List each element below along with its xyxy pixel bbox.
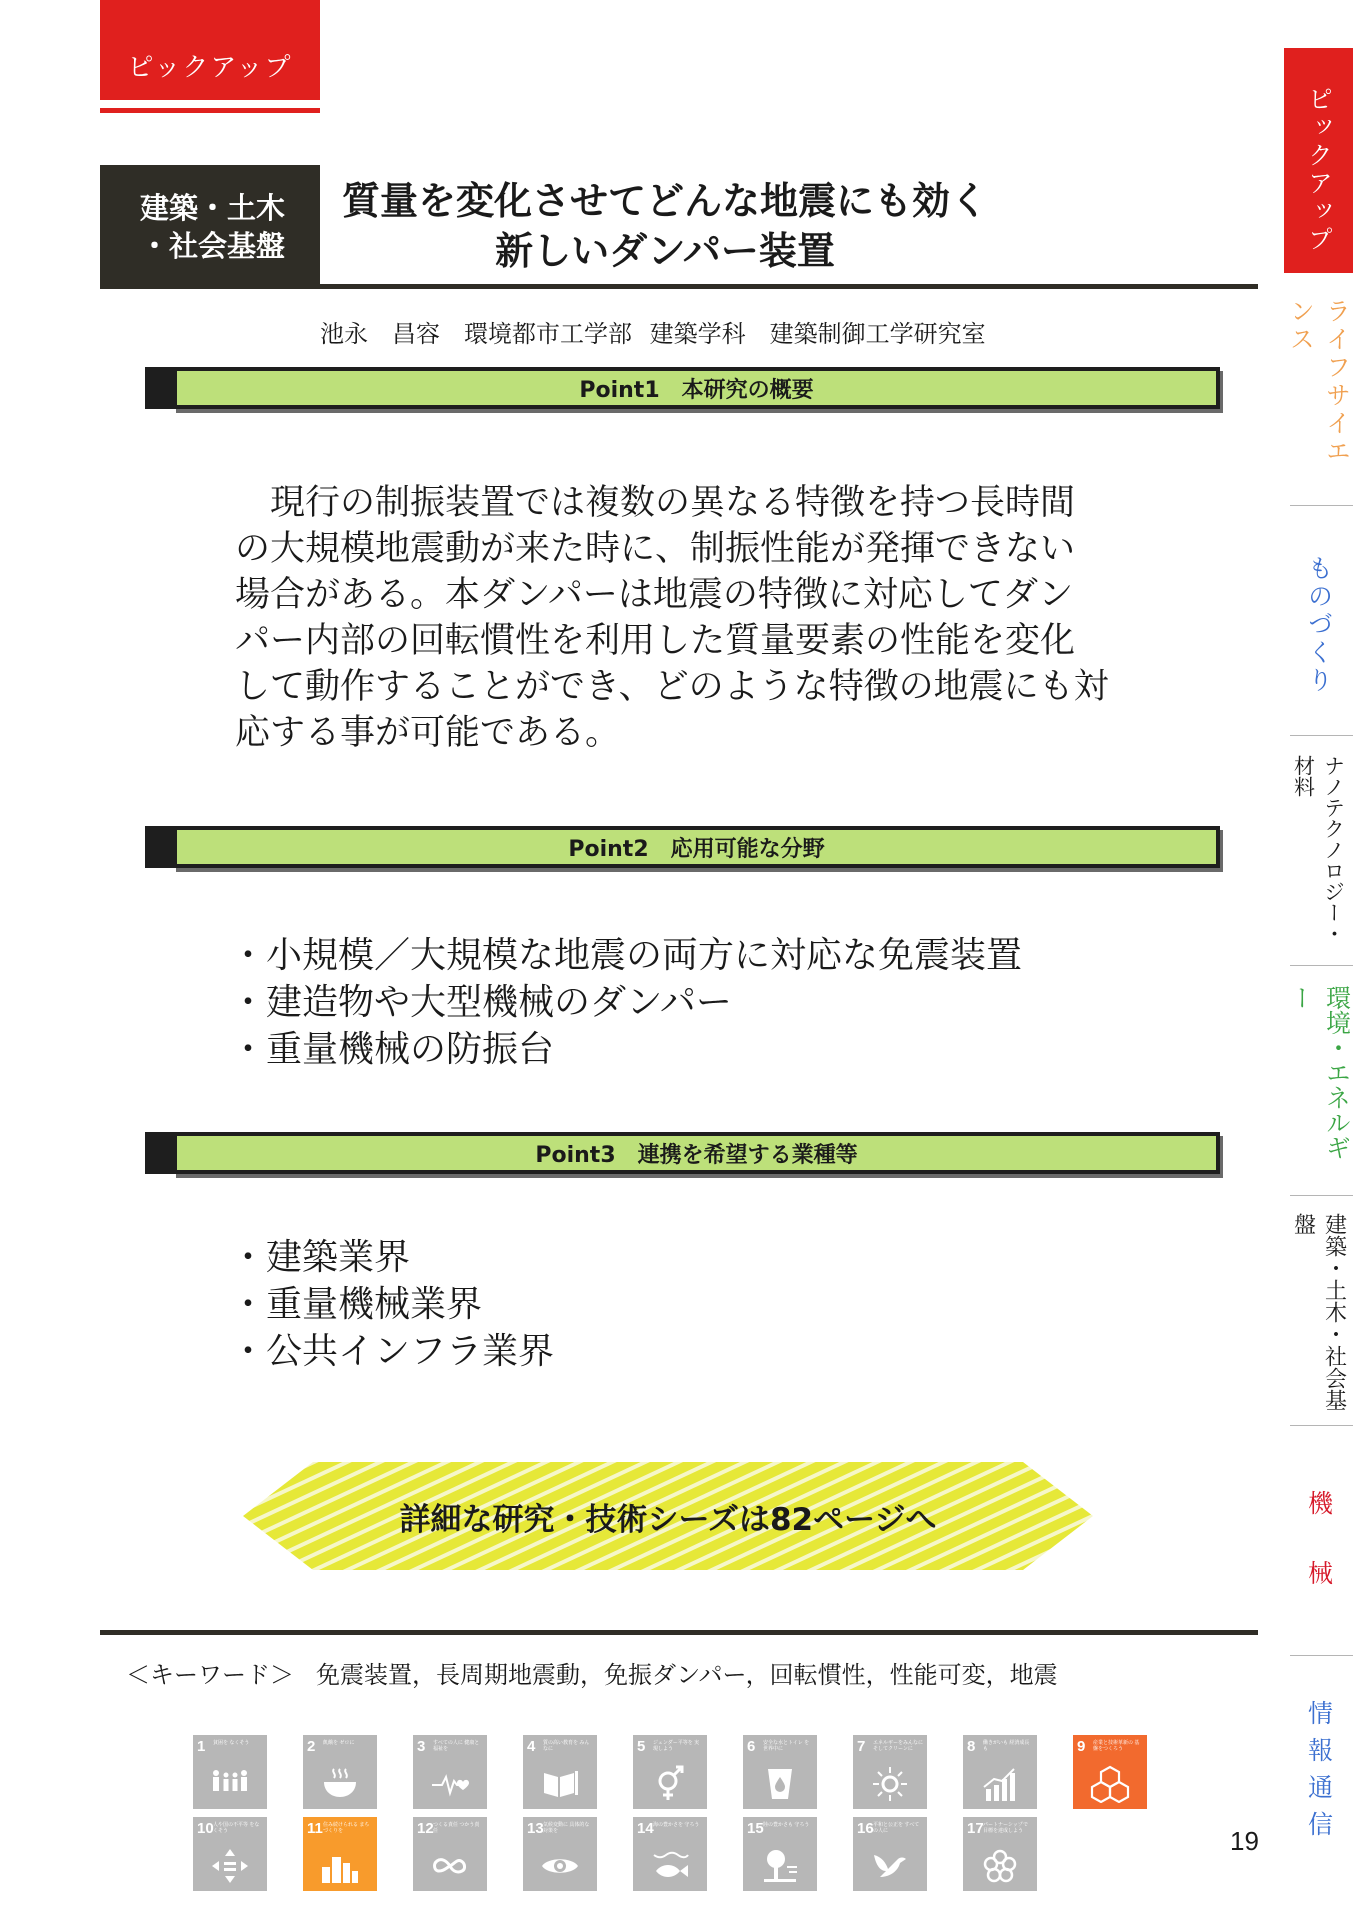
side-divider bbox=[1290, 735, 1353, 736]
category-box bbox=[100, 165, 320, 287]
author-line: 池永 昌容 環境都市工学部 建築学科 建築制御工学研究室 bbox=[320, 320, 986, 348]
side-tab-nanotech[interactable] bbox=[1284, 755, 1353, 955]
overview-line: 現行の制振装置では複数の異なる特徴を持つ長時間 bbox=[235, 483, 1076, 523]
side-tab-ict[interactable] bbox=[1284, 1700, 1353, 1850]
infinity-icon bbox=[430, 1847, 470, 1885]
side-tab-label: ナノテクノロジー・材料 bbox=[1291, 755, 1346, 944]
tree-icon bbox=[760, 1847, 800, 1885]
sdg-2-tile: 2 飢餓を ゼロに bbox=[303, 1735, 377, 1809]
overview-line: 場合がある。本ダンパーは地震の特徴に対応してダン bbox=[235, 575, 1074, 615]
sdg-12-tile: 12 つくる責任 つかう責任 bbox=[413, 1817, 487, 1891]
side-tab-label: 情報通信 bbox=[1304, 1700, 1334, 1848]
overview-line: 応する事が可能である。 bbox=[235, 713, 621, 753]
sdg-15-tile: 15 陸の豊かさも 守ろう bbox=[743, 1817, 817, 1891]
sdg-16-tile: 16 平和と公正を すべての人に bbox=[853, 1817, 927, 1891]
eye-globe-icon bbox=[540, 1847, 580, 1885]
category-line-2: ・社会基盤 bbox=[140, 229, 286, 263]
page-number: 19 bbox=[1230, 1826, 1259, 1856]
pickup-underline bbox=[100, 108, 320, 113]
overview-line: して動作することができ、どのような特徴の地震にも対 bbox=[235, 667, 1109, 707]
city-icon bbox=[320, 1847, 360, 1885]
flower-icon bbox=[980, 1847, 1020, 1885]
keywords-line bbox=[126, 1655, 1058, 1690]
sdg-7-tile: 7 エネルギーをみんなに そしてクリーンに bbox=[853, 1735, 927, 1809]
growth-chart-icon bbox=[980, 1765, 1020, 1803]
applications-list bbox=[230, 932, 1022, 1073]
page-title bbox=[340, 176, 990, 276]
title-line-1: 質量を変化させてどんな地震にも効く bbox=[341, 179, 988, 223]
sdg-1-tile: 1 貧困を なくそう bbox=[193, 1735, 267, 1809]
point3-label: Point3 連携を希望する業種等 bbox=[173, 1132, 1220, 1174]
point2-label: Point2 応用可能な分野 bbox=[173, 826, 1220, 868]
sdg-8-tile: 8 働きがいも 経済成長も bbox=[963, 1735, 1037, 1809]
side-tab-monozukuri[interactable] bbox=[1284, 555, 1353, 695]
side-tab-label: 機 械 bbox=[1304, 1490, 1334, 1595]
overview-paragraph bbox=[235, 480, 1150, 756]
gender-icon bbox=[650, 1765, 690, 1803]
side-tab-label: ライフサイエンス bbox=[1286, 298, 1352, 466]
category-line-1: 建築・土木 bbox=[140, 191, 286, 225]
point1-label: Point1 本研究の概要 bbox=[173, 367, 1220, 409]
sdg-3-tile: 3 すべての人に 健康と福祉を bbox=[413, 1735, 487, 1809]
sun-icon bbox=[870, 1765, 910, 1803]
side-divider bbox=[1290, 1195, 1353, 1196]
partners-list bbox=[230, 1234, 554, 1375]
keywords-label: ＜キーワード＞ bbox=[126, 1661, 294, 1689]
side-tab-machinery[interactable] bbox=[1284, 1490, 1353, 1610]
sdg-6-tile: 6 安全な水とトイレ を世界中に bbox=[743, 1735, 817, 1809]
side-divider bbox=[1290, 965, 1353, 966]
seeds-banner-link[interactable]: 詳細な研究・技術シーズは82ページへ bbox=[399, 1501, 937, 1538]
overview-line: の大規模地震動が来た時に、制振性能が発揮できない bbox=[235, 529, 1076, 569]
point3-bar bbox=[145, 1132, 1220, 1174]
sdg-13-tile: 13 気候変動に 具体的な対策を bbox=[523, 1817, 597, 1891]
side-tab-environment[interactable] bbox=[1284, 985, 1353, 1175]
overview-line: パー内部の回転慣性を利用した質量要素の性能を変化 bbox=[235, 621, 1076, 661]
list-item: ・小規模／大規模な地震の両方に対応な免震装置 bbox=[230, 935, 1023, 976]
side-tab-label: ものづくり bbox=[1304, 555, 1334, 695]
side-tab-label: 建築・土木・社会基盤 bbox=[1290, 1213, 1347, 1411]
side-tab-label: 環境・エネルギー bbox=[1286, 985, 1352, 1160]
title-line-2: 新しいダンパー装置 bbox=[495, 229, 835, 273]
sdg-4-tile: 4 質の高い教育を みんなに bbox=[523, 1735, 597, 1809]
point2-bar bbox=[145, 826, 1220, 868]
list-item: ・重量機械業界 bbox=[230, 1284, 483, 1325]
sdg-5-tile: 5 ジェンダー平等を 実現しよう bbox=[633, 1735, 707, 1809]
book-icon bbox=[540, 1765, 580, 1803]
keywords-items: 免震装置，長周期地震動，免振ダンパー，回転慣性，性能可変，地震 bbox=[316, 1661, 1058, 1689]
list-item: ・重量機械の防振台 bbox=[230, 1029, 555, 1070]
dove-icon bbox=[870, 1847, 910, 1885]
sdg-17-tile: 17 パートナーシップで 目標を達成しよう bbox=[963, 1817, 1037, 1891]
pickup-tab bbox=[100, 0, 320, 100]
side-tab-label: ピックアップ bbox=[1304, 86, 1334, 254]
pickup-tab-label: ピックアップ bbox=[127, 53, 293, 83]
sdg-9-tile: 9 産業と技術革新の 基盤をつくろう bbox=[1073, 1735, 1147, 1809]
family-icon bbox=[210, 1765, 250, 1803]
side-tab-architecture[interactable] bbox=[1284, 1213, 1353, 1413]
sdg-11-tile: 11 住み続けられる まちづくりを bbox=[303, 1817, 377, 1891]
heartbeat-icon bbox=[430, 1765, 470, 1803]
list-item: ・建築業界 bbox=[230, 1237, 411, 1278]
cubes-icon bbox=[1090, 1765, 1130, 1803]
side-divider bbox=[1290, 1425, 1353, 1426]
sdg-10-tile: 10 人や国の不平等 をなくそう bbox=[193, 1817, 267, 1891]
title-divider bbox=[100, 284, 1258, 289]
side-divider bbox=[1290, 505, 1353, 506]
side-tab-life-science[interactable] bbox=[1284, 292, 1353, 492]
bowl-icon bbox=[320, 1765, 360, 1803]
equality-icon bbox=[210, 1847, 250, 1885]
list-item: ・建造物や大型機械のダンパー bbox=[230, 982, 732, 1023]
fish-icon bbox=[650, 1847, 690, 1885]
side-divider bbox=[1290, 1655, 1353, 1656]
sdg-14-tile: 14 海の豊かさを 守ろう bbox=[633, 1817, 707, 1891]
keyword-divider bbox=[100, 1630, 1258, 1635]
list-item: ・公共インフラ業界 bbox=[230, 1331, 555, 1372]
water-icon bbox=[760, 1765, 800, 1803]
point1-bar bbox=[145, 367, 1220, 409]
side-tab-pickup[interactable] bbox=[1284, 48, 1353, 273]
